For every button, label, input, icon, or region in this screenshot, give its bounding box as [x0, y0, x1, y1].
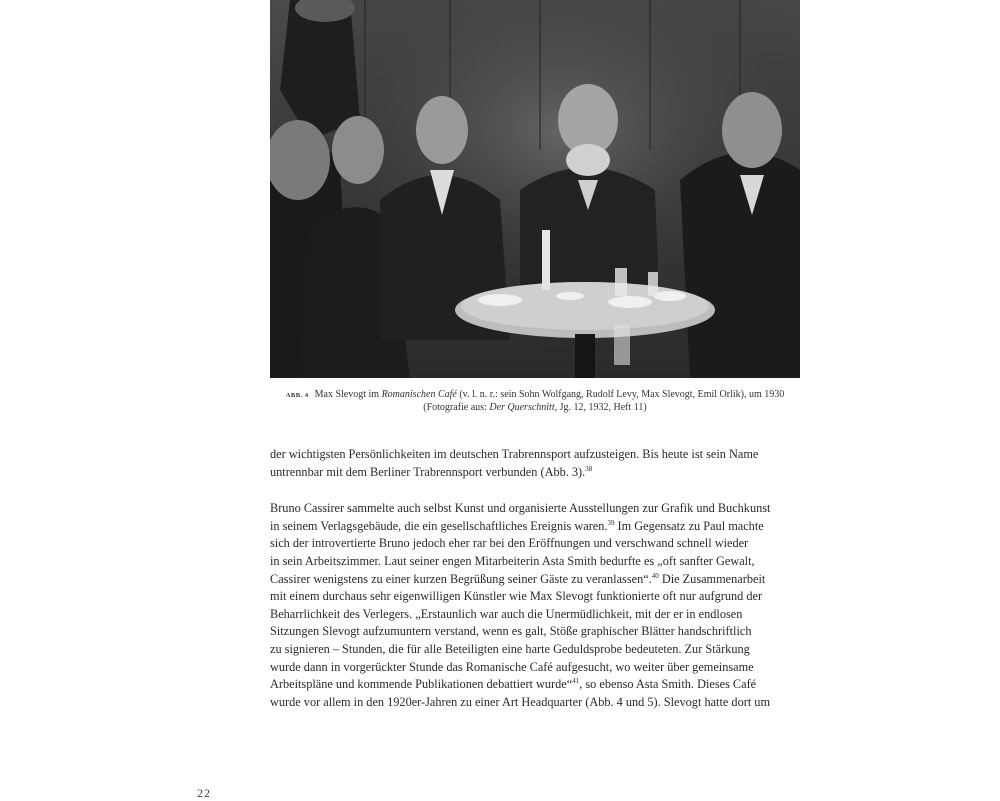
historical-photograph — [270, 0, 800, 378]
footnote-ref[interactable]: 38 — [585, 464, 593, 473]
footnote-ref[interactable]: 41 — [572, 677, 580, 686]
body-text — [270, 446, 810, 711]
text-line: wurde vor allem in den 1920er-Jahren zu einer Art Headquarter (Abb. 4 und 5). Slevogt hatte dort um — [270, 694, 771, 709]
caption-line-1: ABB. 4 Max Slevogt im Romanischen Café (v. l. n. r.: sein Sohn Wolfgang, Rudolf Levy, Max Slevogt, Emil Orlik), um 1930 — [285, 389, 785, 400]
figure-caption — [270, 389, 800, 414]
paragraph-2 — [270, 500, 810, 711]
cafe-photo-illustration — [270, 0, 800, 378]
text-line: mit einem durchaus sehr eigenwilligen Künstler wie Max Slevogt funktionierte oft nur aufgrund der — [270, 589, 763, 604]
text-line: sich der introvertierte Bruno jedoch eher rar bei den Eröffnungen und verschwand schnell wieder — [270, 536, 749, 551]
text-line: Cassirer wenigstens zu einer kurzen Begrüßung seiner Gäste zu veranlassen“.$^{40}$ Die Zusammenarbeit — [270, 571, 766, 586]
caption-line-2: (Fotografie aus: Der Querschnitt, Jg. 12, 1932, Heft 11) — [423, 402, 647, 413]
figure-label: ABB. 4 — [285, 392, 309, 399]
text-line: zu signieren – Stunden, die für alle Beteiligten eine harte Geduldsprobe bedeuteten. Zur Stärkung — [270, 641, 750, 656]
text-line: Sitzungen Slevogt aufzumuntern verstand, wenn es galt, Stöße graphischer Blätter handschriftlich — [270, 624, 752, 639]
text-line: Arbeitspläne und kommende Publikationen debattiert wurde“$^{41}$, so ebenso Asta Smith. Dieses Café — [270, 677, 757, 692]
text-line: untrennbar mit dem Berliner Trabrennsport verbunden (Abb. 3).$^{38}$ — [270, 464, 593, 479]
text-line: Beharrlichkeit des Verlegers. „Erstaunlich war auch die Unermüdlichkeit, mit der er in endlosen — [270, 606, 743, 621]
text-line: der wichtigsten Persönlichkeiten im deutschen Trabrennsport aufzusteigen. Bis heute ist sein Name — [270, 447, 759, 461]
text-line: in sein Arbeitszimmer. Laut seiner engen Mitarbeiterin Asta Smith bedurfte es „oft sanfter Gewalt, — [270, 553, 755, 568]
footnote-ref[interactable]: 39 — [607, 518, 615, 527]
footnote-ref[interactable]: 40 — [651, 571, 659, 580]
page-number: 22 — [197, 786, 211, 800]
text-line: wurde dann in vorgerückter Stunde das Romanische Café aufgesucht, wo weiter über gemeinsame — [270, 659, 754, 674]
text-line: in seinem Verlagsgebäude, die ein gesellschaftliches Ereignis waren.$^{39}$ Im Gegensatz zu Paul machte — [270, 518, 764, 533]
text-line: Bruno Cassirer sammelte auch selbst Kunst und organisierte Ausstellungen zur Grafik und Buchkunst — [270, 501, 771, 516]
paragraph-1 — [270, 446, 810, 481]
